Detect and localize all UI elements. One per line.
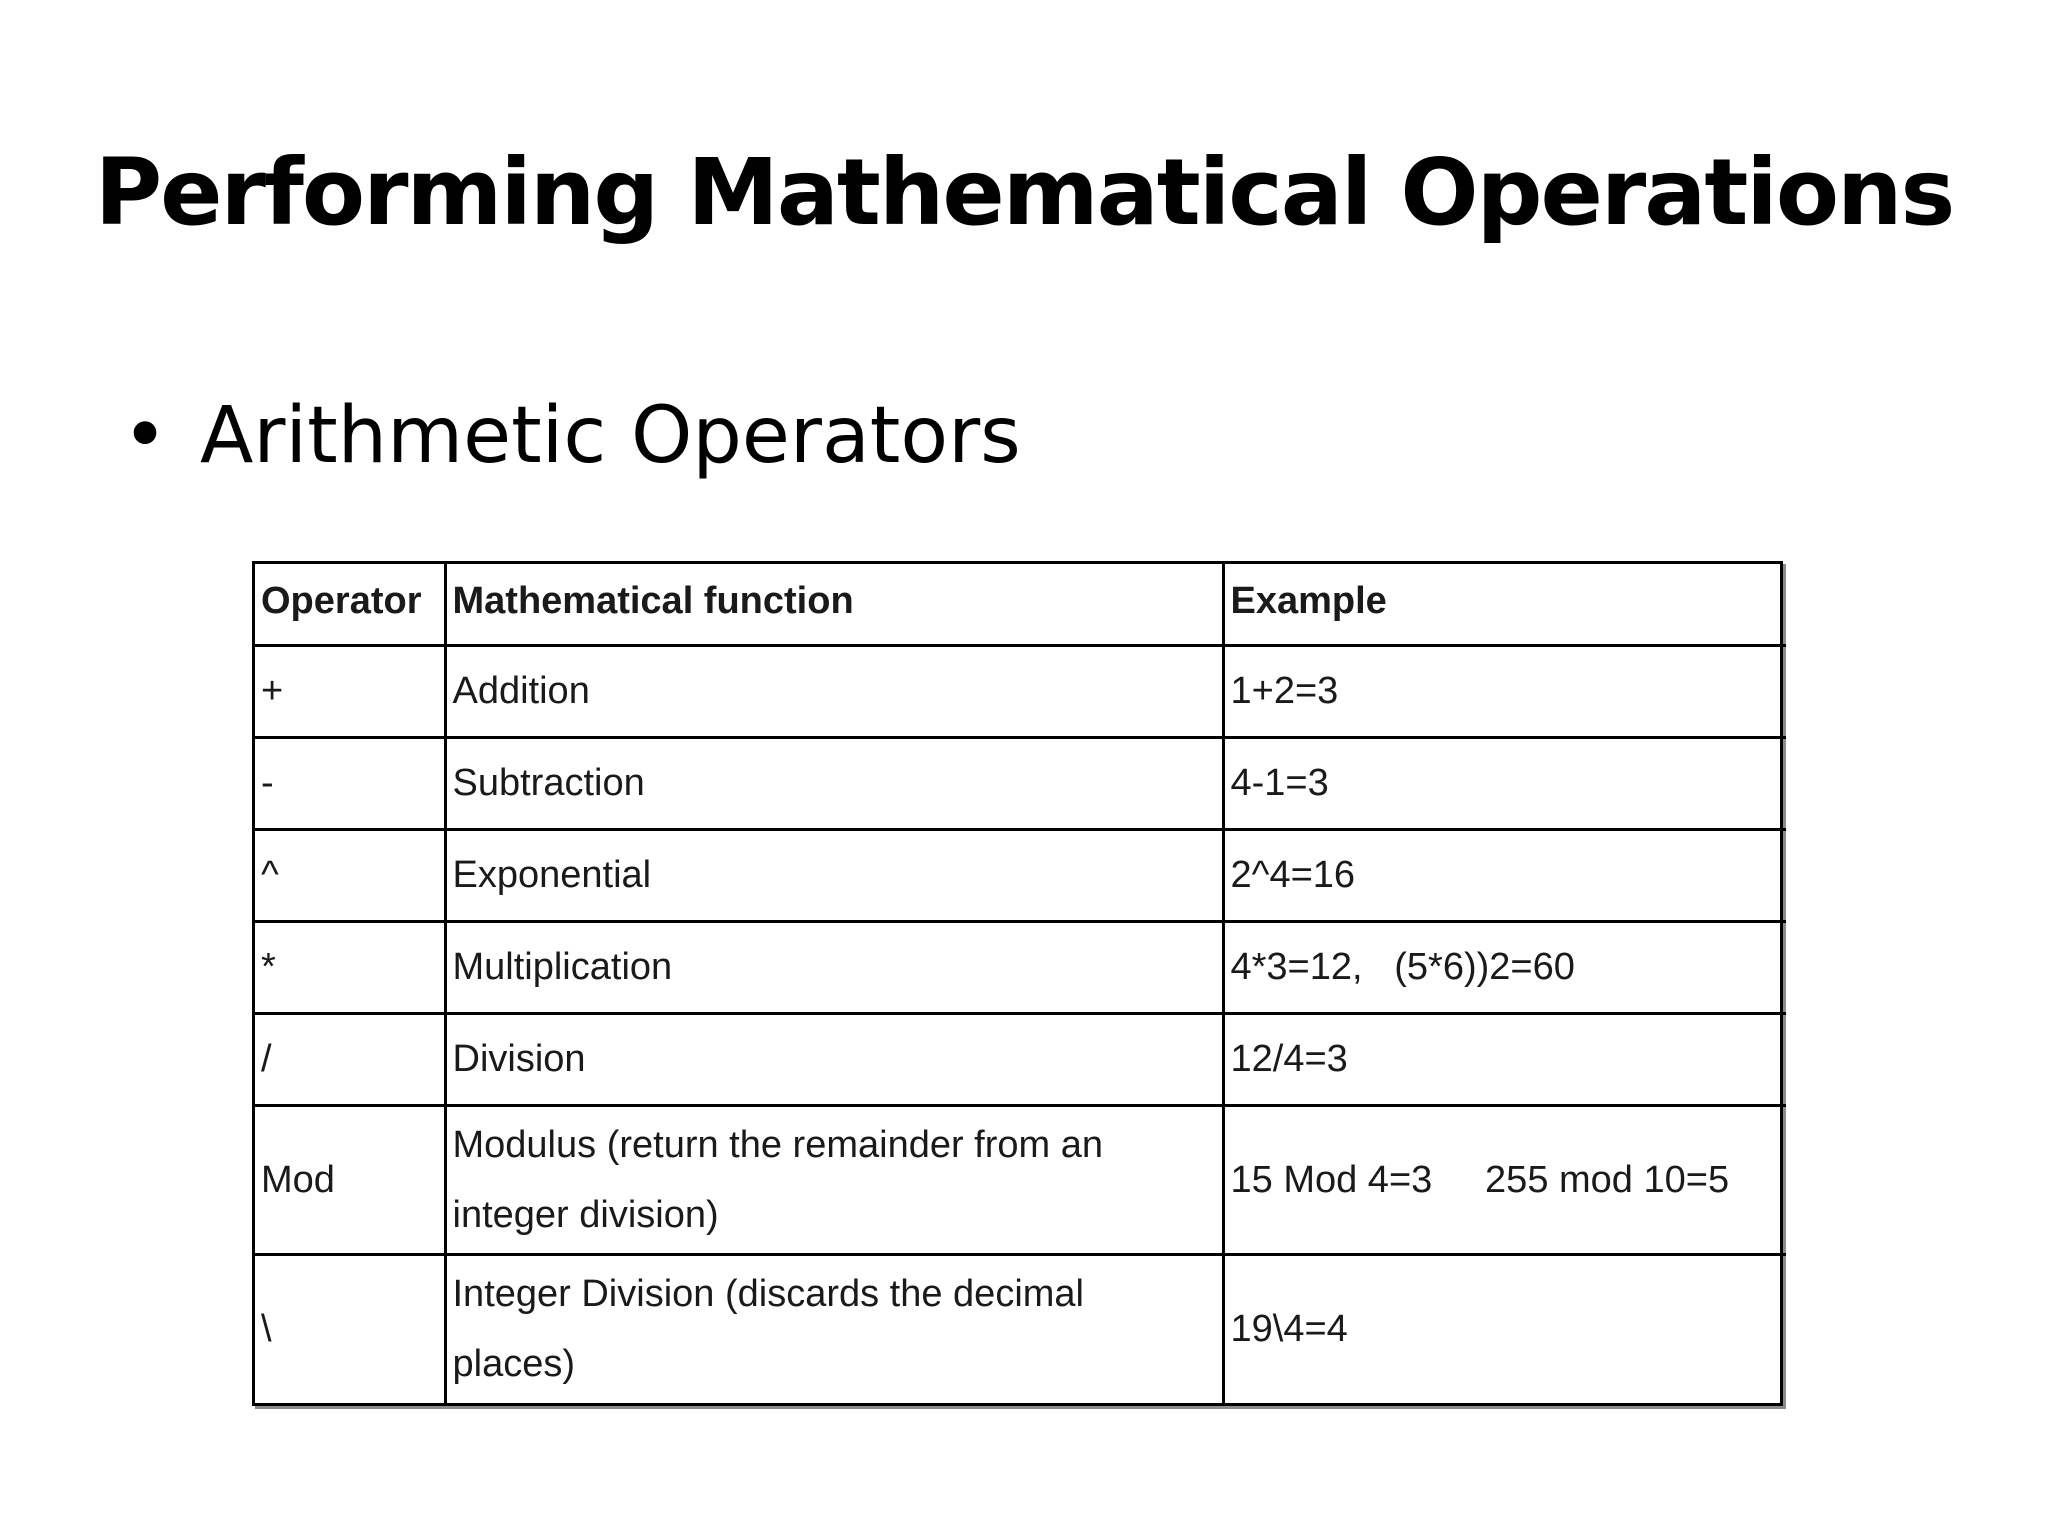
table-header-row bbox=[255, 564, 1786, 645]
example-cell: 19\4=4 bbox=[1223, 1254, 1786, 1403]
table-row bbox=[255, 1254, 1786, 1403]
operator-cell: - bbox=[255, 737, 445, 829]
slide-title: Performing Mathematical Operations bbox=[94, 139, 1954, 246]
function-cell: Multiplication bbox=[445, 921, 1223, 1013]
function-cell: Integer Division (discards the decimal places) bbox=[445, 1254, 1223, 1403]
operator-cell: + bbox=[255, 645, 445, 737]
bullet-text: Arithmetic Operators bbox=[200, 391, 1021, 481]
function-cell: Subtraction bbox=[445, 737, 1223, 829]
function-cell: Division bbox=[445, 1013, 1223, 1105]
operator-cell: Mod bbox=[255, 1105, 445, 1254]
operators-table-image bbox=[252, 561, 1783, 1406]
table-row bbox=[255, 1013, 1786, 1105]
function-cell: Addition bbox=[445, 645, 1223, 737]
example-cell: 4*3=12, (5*6))2=60 bbox=[1223, 921, 1786, 1013]
table-row bbox=[255, 737, 1786, 829]
operator-cell: * bbox=[255, 921, 445, 1013]
table-row bbox=[255, 1105, 1786, 1254]
header-operator: Operator bbox=[255, 564, 445, 645]
table-row bbox=[255, 829, 1786, 921]
header-example: Example bbox=[1223, 564, 1786, 645]
example-cell: 2^4=16 bbox=[1223, 829, 1786, 921]
header-function: Mathematical function bbox=[445, 564, 1223, 645]
operators-table bbox=[255, 564, 1786, 1403]
example-cell: 4-1=3 bbox=[1223, 737, 1786, 829]
operator-cell: ^ bbox=[255, 829, 445, 921]
bullet-item bbox=[122, 390, 1021, 484]
example-cell: 12/4=3 bbox=[1223, 1013, 1786, 1105]
bullet-icon: • bbox=[122, 391, 169, 481]
function-cell: Exponential bbox=[445, 829, 1223, 921]
table-row bbox=[255, 921, 1786, 1013]
example-cell: 1+2=3 bbox=[1223, 645, 1786, 737]
table-row bbox=[255, 645, 1786, 737]
operator-cell: / bbox=[255, 1013, 445, 1105]
example-cell: 15 Mod 4=3 255 mod 10=5 bbox=[1223, 1105, 1786, 1254]
operator-cell: \ bbox=[255, 1254, 445, 1403]
function-cell: Modulus (return the remainder from an integer division) bbox=[445, 1105, 1223, 1254]
